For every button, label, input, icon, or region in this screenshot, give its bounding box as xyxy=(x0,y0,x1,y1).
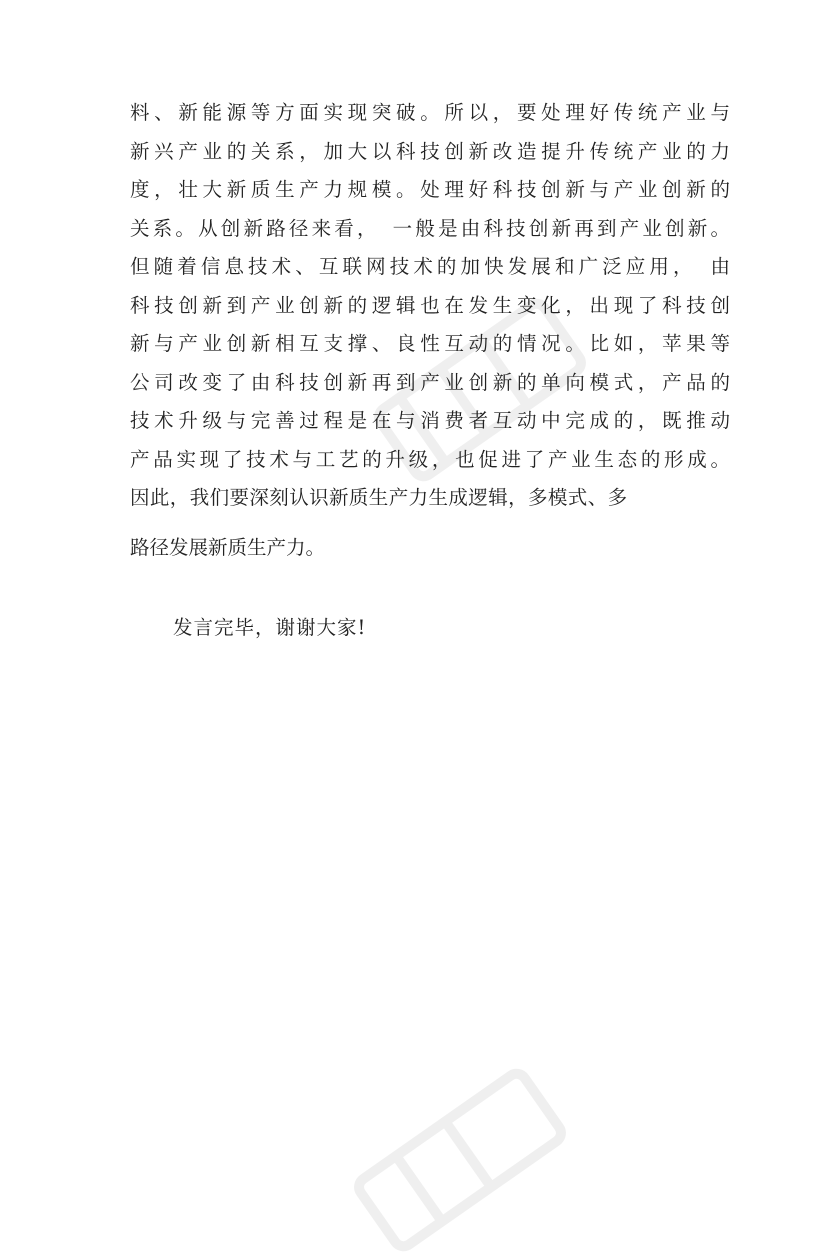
paragraph-line: 度，壮大新质生产力规模。处理好科技创新与产业创新的 xyxy=(130,178,730,201)
paragraph-line: 科技创新到产业创新的逻辑也在发生变化，出现了科技创 xyxy=(130,293,730,317)
paragraph-line: 新与产业创新相互支撑、良性互动的情况。比如，苹果等 xyxy=(130,332,730,355)
paragraph-line: 公司改变了由科技创新再到产业创新的单向模式，产品的 xyxy=(130,370,730,394)
paragraph-line: 产品实现了技术与工艺的升级，也促进了产业生态的形成。 xyxy=(130,447,730,471)
paragraph-line: 料、新能源等方面实现突破。所以，要处理好传统产业与 xyxy=(130,101,730,124)
paragraph-line: 但随着信息技术、互联网技术的加快发展和广泛应用， 由 xyxy=(130,255,730,278)
watermark-graphic-bottom xyxy=(330,1060,590,1260)
closing-remark: 发言完毕，谢谢大家! xyxy=(173,616,367,639)
paragraph-line: 关系。从创新路径来看， 一般是由科技创新再到产业创新。 xyxy=(130,216,730,240)
paragraph-line: 新兴产业的关系，加大以科技创新改造提升传统产业的力 xyxy=(130,139,730,163)
body-paragraph xyxy=(130,94,730,574)
paragraph-line: 技术升级与完善过程是在与消费者互动中完成的，既推动 xyxy=(130,409,730,432)
paragraph-line: 路径发展新质生产力。 xyxy=(130,535,326,559)
paragraph-line: 因此，我们要深刻认识新质生产力生成逻辑，多模式、多 xyxy=(130,486,628,509)
